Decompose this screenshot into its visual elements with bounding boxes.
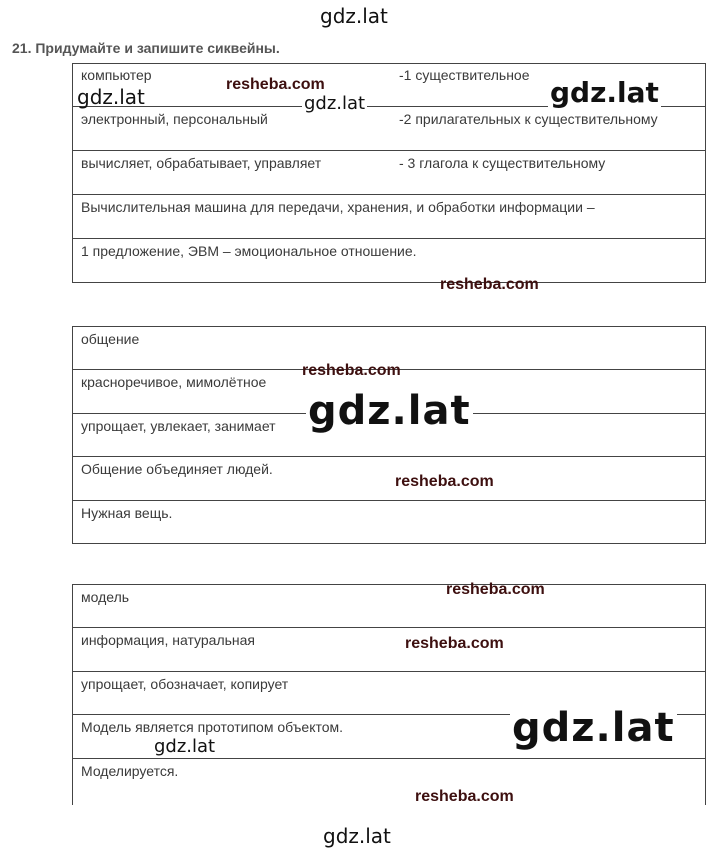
cell-sentence: Вычислительная машина для передачи, хранения, и обработки информации – [81, 199, 595, 215]
watermark-gdz: gdz.lat [304, 93, 366, 114]
table-row [73, 457, 705, 501]
watermark-resheba: resheba.com [440, 276, 539, 293]
cell-synonym: Моделируется. [81, 763, 179, 779]
cell-synonym: 1 предложение, ЭВМ – эмоциональное отношение. [81, 243, 417, 259]
table-row [73, 195, 705, 239]
cell-synonym: Нужная вещь. [81, 505, 173, 521]
cell-adjectives: информация, натуральная [81, 632, 256, 648]
cell-hint: - 3 глагола к существительному [399, 155, 606, 171]
watermark-resheba: resheba.com [446, 581, 545, 598]
table-row [73, 151, 705, 195]
cell-sentence: Модель является прототипом объектом. [81, 719, 344, 735]
cell-noun: компьютер [81, 67, 152, 83]
watermark-gdz: gdz.lat [308, 388, 471, 434]
cell-verbs: вычисляет, обрабатывает, управляет [81, 155, 322, 171]
cell-sentence: Общение объединяет людей. [81, 461, 273, 477]
table-row [73, 107, 705, 151]
table-row [73, 239, 705, 283]
cell-hint: -1 существительное [399, 67, 530, 83]
watermark-bottom: gdz.lat [323, 824, 391, 848]
cell-adjectives: электронный, персональный [81, 111, 268, 127]
watermark-resheba: resheba.com [405, 635, 504, 652]
cell-noun: модель [81, 589, 130, 605]
watermark-gdz: gdz.lat [550, 76, 659, 109]
table-row [73, 501, 705, 544]
watermark-resheba: resheba.com [415, 788, 514, 805]
table-row [73, 759, 705, 805]
sinkwine-table-communication [72, 326, 706, 544]
task-heading: 21. Придумайте и запишите сиквейны. [12, 40, 280, 56]
watermark-gdz: gdz.lat [512, 705, 675, 751]
watermark-resheba: resheba.com [226, 76, 325, 93]
cell-verbs: упрощает, обозначает, копирует [81, 676, 289, 692]
watermark-gdz: gdz.lat [154, 736, 216, 757]
cell-verbs: упрощает, увлекает, занимает [81, 418, 276, 434]
cell-noun: общение [81, 331, 140, 347]
sinkwine-table-model [72, 584, 706, 805]
watermark-top: gdz.lat [320, 4, 388, 28]
table-row [73, 628, 705, 672]
watermark-resheba: resheba.com [302, 362, 401, 379]
cell-adjectives: красноречивое, мимолётное [81, 374, 267, 390]
table-row [73, 585, 705, 628]
watermark-resheba: resheba.com [395, 473, 494, 490]
cell-hint: -2 прилагательных к существительному [399, 111, 658, 127]
watermark-gdz: gdz.lat [77, 85, 145, 109]
